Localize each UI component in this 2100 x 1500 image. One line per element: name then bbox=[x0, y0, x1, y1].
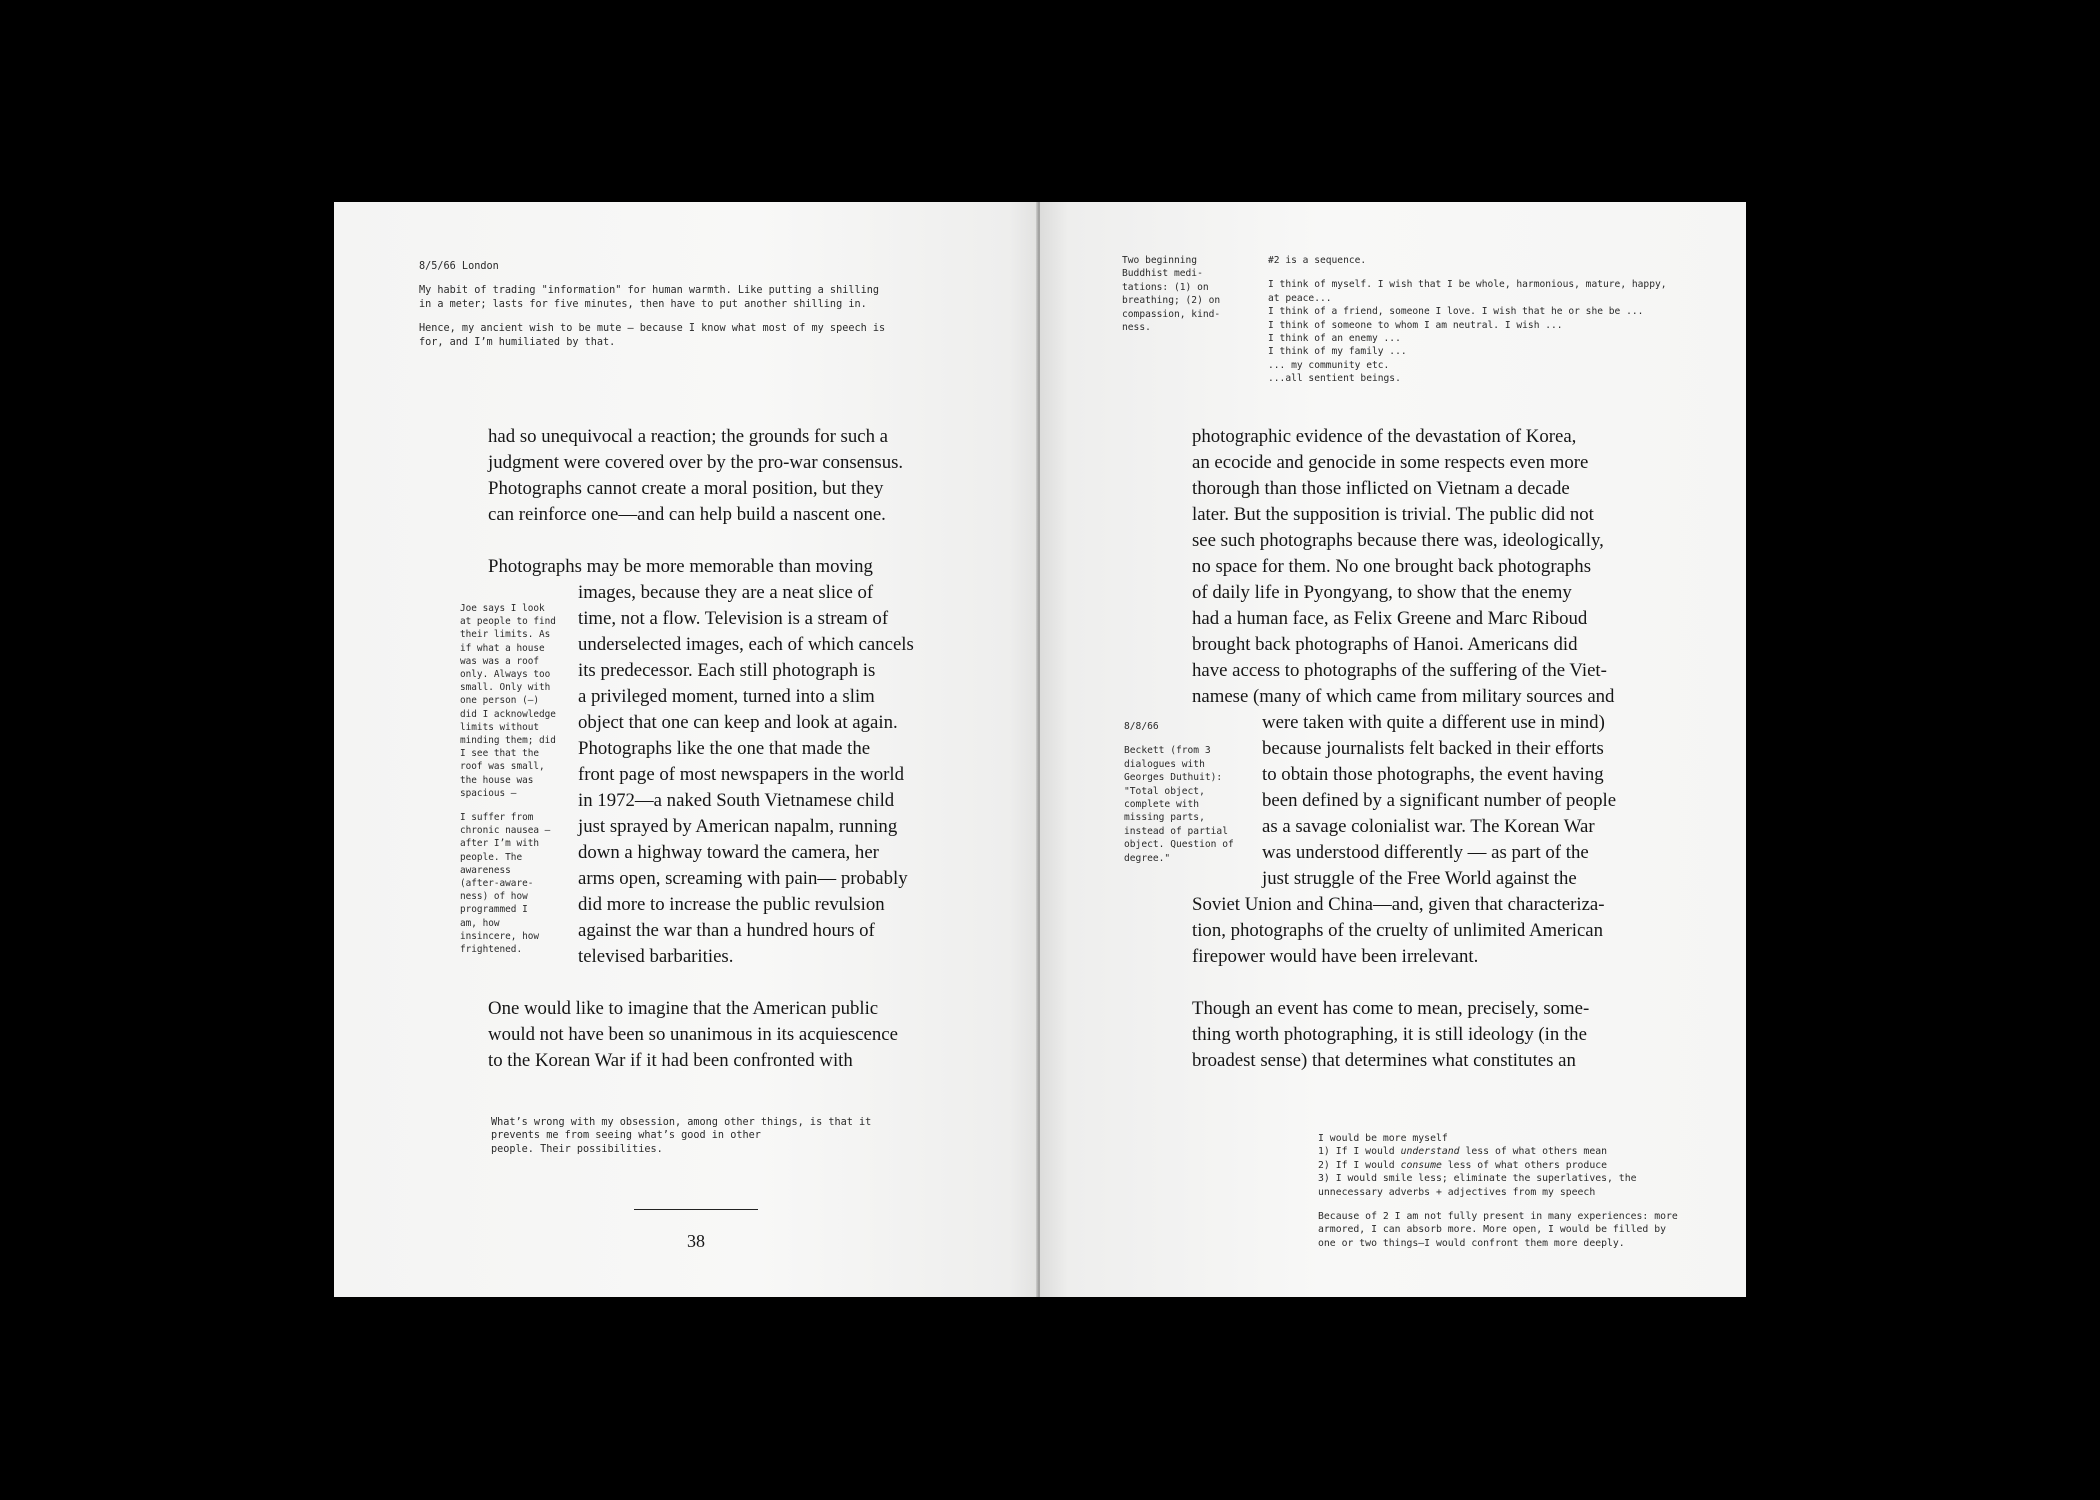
body-line: time, not a flow. Television is a stream of bbox=[578, 608, 889, 629]
note-line: Buddhist medi- bbox=[1122, 268, 1203, 280]
body-line: broadest sense) that determines what constitutes an bbox=[1192, 1050, 1576, 1071]
body-text-block-indented bbox=[1262, 710, 1616, 892]
note-paragraph bbox=[460, 602, 556, 800]
note-paragraph bbox=[460, 811, 556, 956]
note-line: one or two things–I would confront them more deeply. bbox=[1318, 1237, 1625, 1249]
body-text-block bbox=[1192, 996, 1589, 1074]
body-line: been defined by a significant number of people bbox=[1262, 790, 1617, 811]
note-line: Joe says I look bbox=[460, 603, 545, 614]
margin-note-limits bbox=[460, 602, 556, 967]
body-line: underselected images, each of which cancels bbox=[578, 634, 914, 655]
note-line: after I’m with bbox=[460, 838, 540, 850]
body-line: later. But the supposition is trivial. The public did not bbox=[1192, 504, 1594, 525]
note-line: dialogues with bbox=[1124, 758, 1205, 770]
body-text-block bbox=[1192, 424, 1614, 710]
note-line: degree." bbox=[1124, 852, 1171, 864]
note-line: I think of my family ... bbox=[1268, 346, 1407, 358]
note-line: What’s wrong with my obsession, among other things, is that it bbox=[491, 1117, 872, 1128]
note-line: instead of partial bbox=[1124, 825, 1228, 837]
margin-note-beckett bbox=[1124, 720, 1234, 865]
note-paragraph bbox=[491, 1116, 871, 1156]
note-line: ness. bbox=[1122, 322, 1151, 334]
note-line: ... my community etc. bbox=[1268, 359, 1390, 371]
body-line: images, because they are a neat slice of bbox=[578, 582, 874, 603]
body-line: against the war than a hundred hours of bbox=[578, 920, 875, 941]
note-line: prevents me from seeing what’s good in other bbox=[491, 1130, 761, 1142]
note-line: frightened. bbox=[460, 944, 523, 956]
body-line: Photographs like the one that made the bbox=[578, 738, 871, 759]
note-line: their limits. As bbox=[460, 629, 551, 641]
body-line: see such photographs because there was, ideologically, bbox=[1192, 530, 1604, 551]
note-line: I think of an enemy ... bbox=[1268, 333, 1401, 345]
body-line: firepower would have been irrelevant. bbox=[1192, 946, 1479, 967]
note-line: compassion, kind- bbox=[1122, 308, 1221, 320]
margin-note-meditations bbox=[1122, 254, 1220, 334]
note-line bbox=[1318, 1145, 1678, 1158]
note-date: 8/8/66 bbox=[1124, 721, 1159, 732]
body-line: just struggle of the Free World against the bbox=[1262, 868, 1577, 889]
note-line: only. Always too bbox=[460, 669, 551, 681]
note-line: Hence, my ancient wish to be mute – because I know what most of my speech is bbox=[419, 323, 886, 335]
note-line: awareness bbox=[460, 864, 511, 876]
note-paragraph bbox=[419, 322, 979, 349]
note-line: spacious – bbox=[460, 787, 517, 799]
body-line: no space for them. No one brought back photographs bbox=[1192, 556, 1592, 577]
body-line: did more to increase the public revulsion bbox=[578, 894, 885, 915]
note-line: tations: (1) on bbox=[1122, 281, 1209, 293]
note-line: did I acknowledge bbox=[460, 708, 556, 720]
note-line: roof was small, bbox=[460, 761, 545, 773]
body-line: arms open, screaming with pain— probably bbox=[578, 868, 908, 889]
body-line: have access to photographs of the suffering of the Viet- bbox=[1192, 660, 1607, 681]
note-line: ...all sentient beings. bbox=[1268, 373, 1401, 385]
note-date: 8/5/66 London bbox=[419, 261, 499, 272]
body-line: Though an event has come to mean, precisely, some- bbox=[1192, 998, 1590, 1019]
note-text: 1) If I would bbox=[1318, 1146, 1401, 1158]
body-line: can reinforce one—and can help build a nascent one. bbox=[488, 504, 886, 525]
footer-rule bbox=[634, 1209, 758, 1210]
body-line: would not have been so unanimous in its acquiescence bbox=[488, 1024, 898, 1045]
diary-note-more-myself bbox=[1318, 1132, 1678, 1261]
body-line: had so unequivocal a reaction; the grounds for such a bbox=[488, 426, 889, 447]
body-line: front page of most newspapers in the world bbox=[578, 764, 904, 785]
note-line: if what a house bbox=[460, 642, 545, 654]
page-number: 38 bbox=[687, 1231, 705, 1251]
body-line: thorough than those inflicted on Vietnam a decade bbox=[1192, 478, 1570, 499]
body-text-block bbox=[1192, 892, 1605, 970]
note-line: unnecessary adverbs + adjectives from my speech bbox=[1318, 1186, 1596, 1198]
body-line: just sprayed by American napalm, running bbox=[578, 816, 898, 837]
diary-note-london bbox=[419, 260, 979, 360]
body-line: Photographs cannot create a moral position, but they bbox=[488, 478, 884, 499]
body-line: an ecocide and genocide in some respects even more bbox=[1192, 452, 1589, 473]
body-line: to the Korean War if it had been confronted with bbox=[488, 1050, 853, 1071]
diary-note-sequence bbox=[1268, 254, 1667, 386]
note-line: small. Only with bbox=[460, 682, 551, 694]
note-line: My habit of trading "information" for human warmth. Like putting a shilling bbox=[419, 285, 880, 297]
note-line: the house was bbox=[460, 774, 534, 786]
right-page bbox=[1040, 202, 1746, 1297]
body-line: photographic evidence of the devastation of Korea, bbox=[1192, 426, 1577, 447]
note-emphasis: understand bbox=[1400, 1146, 1460, 1158]
note-line: object. Question of bbox=[1124, 839, 1234, 851]
body-line: Soviet Union and China—and, given that characteriza- bbox=[1192, 894, 1605, 915]
body-line: its predecessor. Each still photograph is bbox=[578, 660, 876, 681]
note-line: breathing; (2) on bbox=[1122, 295, 1221, 307]
body-line: as a savage colonialist war. The Korean War bbox=[1262, 816, 1595, 837]
note-paragraph bbox=[1318, 1210, 1678, 1250]
body-line: to obtain those photographs, the event having bbox=[1262, 764, 1604, 785]
note-paragraph bbox=[1318, 1132, 1678, 1199]
note-line: at people to find bbox=[460, 616, 556, 628]
note-paragraph bbox=[419, 284, 979, 311]
body-line: had a human face, as Felix Greene and Marc Riboud bbox=[1192, 608, 1588, 629]
body-line: a privileged moment, turned into a slim bbox=[578, 686, 875, 707]
note-line: limits without bbox=[460, 721, 540, 733]
note-line: insincere, how bbox=[460, 930, 540, 942]
note-line: at peace... bbox=[1268, 292, 1332, 304]
note-line: in a meter; lasts for five minutes, then have to put another shilling in. bbox=[419, 298, 867, 310]
note-line: armored, I can absorb more. More open, I would be filled by bbox=[1318, 1224, 1666, 1236]
body-text-block-indented bbox=[578, 580, 914, 970]
body-line: were taken with quite a different use in mind) bbox=[1262, 712, 1605, 733]
note-line: 3) I would smile less; eliminate the superlatives, the bbox=[1318, 1173, 1637, 1185]
note-emphasis: consume bbox=[1400, 1159, 1442, 1171]
note-line: am, how bbox=[460, 917, 500, 929]
body-line: thing worth photographing, it is still ideology (in the bbox=[1192, 1024, 1587, 1045]
note-line: Because of 2 I am not fully present in many experiences: more bbox=[1318, 1211, 1678, 1223]
body-line: televised barbarities. bbox=[578, 946, 734, 967]
note-line: (after-aware- bbox=[460, 878, 534, 890]
body-line: down a highway toward the camera, her bbox=[578, 842, 879, 863]
body-line: in 1972—a naked South Vietnamese child bbox=[578, 790, 895, 811]
note-text: less of what others mean bbox=[1459, 1146, 1608, 1158]
note-line: "Total object, bbox=[1124, 785, 1205, 797]
diary-note-obsession bbox=[491, 1116, 871, 1167]
note-heading: #2 is a sequence. bbox=[1268, 255, 1367, 266]
body-line: because journalists felt backed in their efforts bbox=[1262, 738, 1604, 759]
note-line: complete with bbox=[1124, 799, 1200, 811]
note-line: I would be more myself bbox=[1318, 1133, 1448, 1144]
note-line: I think of myself. I wish that I be whole, harmonious, mature, happy, bbox=[1268, 279, 1667, 291]
body-line: tion, photographs of the cruelty of unlimited American bbox=[1192, 920, 1604, 941]
body-line: brought back photographs of Hanoi. Americans did bbox=[1192, 634, 1578, 655]
note-line: for, and I’m humiliated by that. bbox=[419, 336, 616, 348]
note-line: I think of someone to whom I am neutral. I wish ... bbox=[1268, 319, 1563, 331]
note-line: programmed I bbox=[460, 904, 528, 916]
body-text-block bbox=[488, 424, 903, 528]
body-line: of daily life in Pyongyang, to show that the enemy bbox=[1192, 582, 1572, 603]
body-paragraph-first-line bbox=[488, 554, 873, 580]
note-line: Two beginning bbox=[1122, 255, 1198, 266]
note-line: I see that the bbox=[460, 748, 540, 760]
note-text: less of what others produce bbox=[1441, 1159, 1608, 1171]
note-text: 2) If I would bbox=[1318, 1159, 1401, 1171]
note-line: chronic nausea – bbox=[460, 825, 551, 837]
body-text-block bbox=[488, 996, 898, 1074]
note-line: I suffer from bbox=[460, 812, 534, 824]
note-line: Georges Duthuit): bbox=[1124, 772, 1223, 784]
note-line: minding them; did bbox=[460, 735, 556, 747]
note-line: missing parts, bbox=[1124, 812, 1205, 824]
body-line: was understood differently — as part of the bbox=[1262, 842, 1589, 863]
note-line: was was a roof bbox=[460, 655, 540, 667]
body-line: judgment were covered over by the pro-war consensus. bbox=[488, 452, 904, 473]
body-line: namese (many of which came from military sources and bbox=[1192, 686, 1615, 707]
note-line: one person (–) bbox=[460, 695, 540, 707]
body-line: Photographs may be more memorable than moving bbox=[488, 556, 873, 577]
note-line: I think of a friend, someone I love. I wish that he or she be ... bbox=[1268, 306, 1644, 318]
body-line: object that one can keep and look at again. bbox=[578, 712, 898, 733]
note-line: Beckett (from 3 bbox=[1124, 745, 1211, 757]
note-line bbox=[1318, 1159, 1678, 1172]
note-line: people. Their possibilities. bbox=[491, 1143, 663, 1155]
left-page bbox=[334, 202, 1037, 1297]
note-line: ness) of how bbox=[460, 891, 528, 903]
body-line: One would like to imagine that the American public bbox=[488, 998, 879, 1019]
note-line: people. The bbox=[460, 851, 523, 863]
